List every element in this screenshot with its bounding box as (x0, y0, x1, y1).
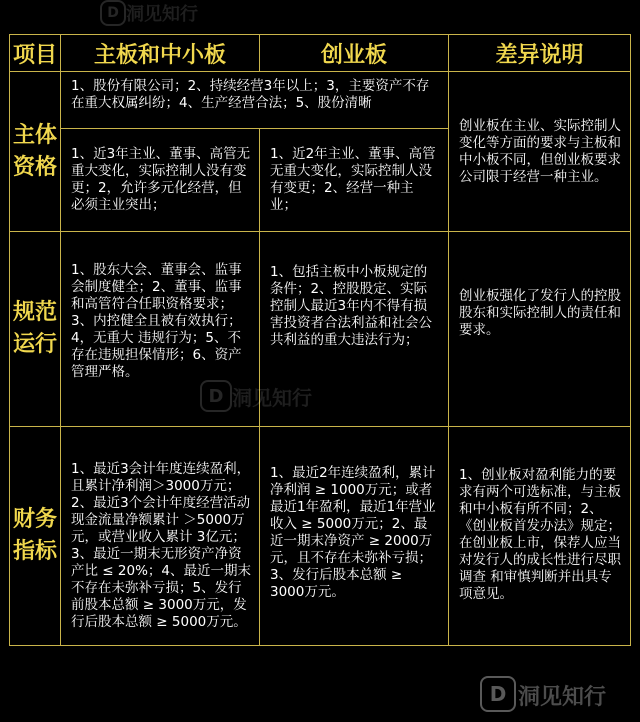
governance-chinext-text: 1、包括主板中小板规定的条件；2、控股股定、实际控制人最近3年内不得有损害投资者合法利益和社会公共利益的重大违法行为； (259, 231, 449, 427)
watermark-logo-icon: D (480, 676, 516, 712)
finance-main-text: 1、最近3会计年度连续盈利，且累计净利润＞3000万元；2、最近3个会计年度经营活动现金流量净额累计 ＞5000万元，或营业收入累计 3亿元；3、最近一期末无形资产净资产比 ≤ 20%；4、最近一期末不存在未弥补亏损；5、发行前股本总额 ≥ 3000万元，发行后股本总额 ≥ 5000万元。 (60, 426, 260, 646)
header-item: 项目 (9, 34, 61, 72)
governance-diff-text: 创业板强化了发行人的控股股东和实际控制人的责任和要求。 (448, 231, 631, 427)
row-label-finance: 财务 指标 (9, 426, 61, 646)
governance-main-text: 1、股东大会、董事会、监事会制度健全；2、董事、监事和高管符合任职资格要求；3、内控健全且被有效执行；4，无重大 违规行为；5、不存在违规担保情形；6、资产管理严格。 (60, 231, 260, 427)
subject-shared-text: 1、股份有限公司；2、持续经营3年以上；3，主要资产不存在重大权属纠纷；4、生产经营合法；5、股份清晰 (60, 71, 449, 129)
finance-diff-text: 1、创业板对盈利能力的要求有两个可选标准，与主板和中小板有所不同；2、《创业板首发办法》规定；在创业板上市，保荐人应当对发行人的成长性进行尽职调查 和审慎判断并出具专项意见。 (448, 426, 631, 646)
subject-main-text: 1、近3年主业、董事、高管无重大变化，实际控制人没有变更；2，允许多元化经营，但必须主业突出； (60, 128, 260, 232)
watermark-text: 洞见知行 (232, 386, 312, 410)
watermark-text: 洞见知行 (518, 685, 607, 710)
watermark-logo-icon: D (200, 380, 232, 412)
subject-diff-text: 创业板在主业、实际控制人变化等方面的要求与主板和中小板不同，但创业板要求公司限于经营一种主业。 (448, 71, 631, 232)
header-chinext: 创业板 (259, 34, 449, 72)
row-label-subject: 主体 资格 (9, 71, 61, 232)
row-label-governance: 规范 运行 (9, 231, 61, 427)
header-difference: 差异说明 (448, 34, 631, 72)
header-main-board: 主板和中小板 (60, 34, 260, 72)
watermark-text: 洞见知行 (126, 4, 198, 25)
subject-chinext-text: 1、近2年主业、董事、高管无重大变化，实际控制人没有变更；2、经营一种主业； (259, 128, 449, 232)
watermark-logo-icon: D (100, 0, 126, 26)
finance-chinext-text: 1、最近2年连续盈利，累计净利润 ≥ 1000万元；或者最近1年盈利，最近1年营业收入 ≥ 5000万元；2、最近一期末净资产 ≥ 2000万元，且不存在未弥补亏损；3、发行后股本总额 ≥ 3000万元。 (259, 426, 449, 646)
